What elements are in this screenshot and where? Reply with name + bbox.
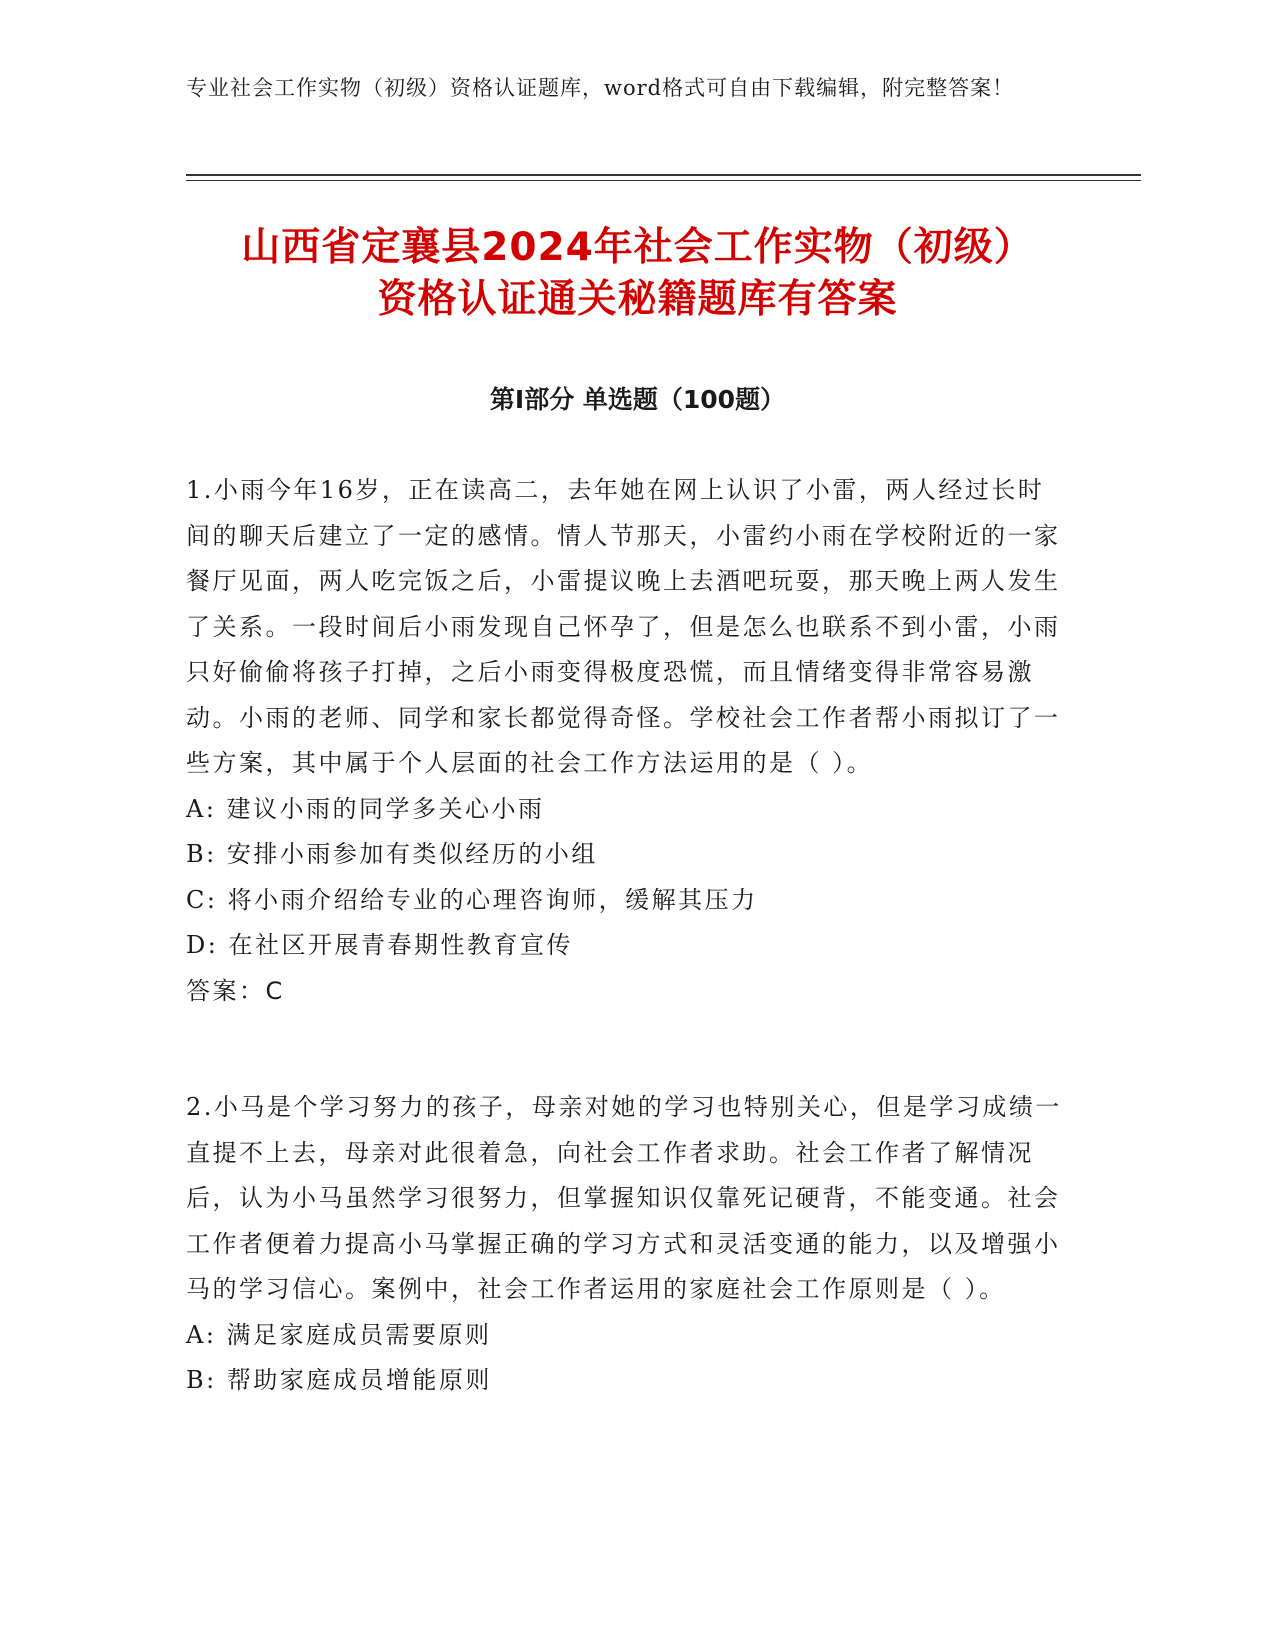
question-2 [186,1085,1066,1404]
option-b: B: 安排小雨参加有类似经历的小组 [186,840,598,868]
answer-line: 答案：C [186,976,285,1005]
question-stem: 1.小雨今年16岁，正在读高二，去年她在网上认识了小雷，两人经过长时间的聊天后建立了一定的感情。情人节那天，小雷约小雨在学校附近的一家餐厅见面，两人吃完饭之后，小雷提议晚上去酒吧玩耍，那天晚上两人发生了关系。一段时间后小雨发现自己怀孕了，但是怎么也联系不到小雷，小雨只好偷偷将孩子打掉，之后小雨变得极度恐慌，而且情绪变得非常容易激动。小雨的老师、同学和家长都觉得奇怪。学校社会工作者帮小雨拟订了一些方案，其中属于个人层面的社会工作方法运用的是（ ）。 [186,476,1061,777]
title-line-1: 山西省定襄县2024年社会工作实物（初级） [241,225,1034,270]
option-b: B: 帮助家庭成员增能原则 [186,1366,492,1394]
header-note: 专业社会工作实物（初级）资格认证题库，word格式可自由下载编辑，附完整答案！ [186,76,1015,100]
option-a: A: 满足家庭成员需要原则 [186,1320,492,1349]
header-divider-thick [186,174,1141,176]
option-d: D: 在社区开展青春期性教育宣传 [186,931,573,959]
section-heading: 第Ⅰ部分 单选题（100题） [489,385,786,414]
option-c: C: 将小雨介绍给专业的心理咨询师，缓解其压力 [186,885,758,914]
question-stem: 2.小马是个学习努力的孩子，母亲对她的学习也特别关心，但是学习成绩一直提不上去，母亲对此很着急，向社会工作者求助。社会工作者了解情况后，认为小马虽然学习很努力，但掌握知识仅靠死记硬背，不能变通。社会工作者便着力提高小马掌握正确的学习方式和灵活变通的能力，以及增强小马的学习信心。案例中，社会工作者运用的家庭社会工作原则是（ ）。 [186,1093,1062,1303]
option-a: A: 建议小雨的同学多关心小雨 [186,794,545,823]
header-divider-thin [186,180,1141,181]
document-title [100,222,1175,326]
title-line-2: 资格认证通关秘籍题库有答案 [377,277,898,322]
question-1 [186,468,1066,1014]
